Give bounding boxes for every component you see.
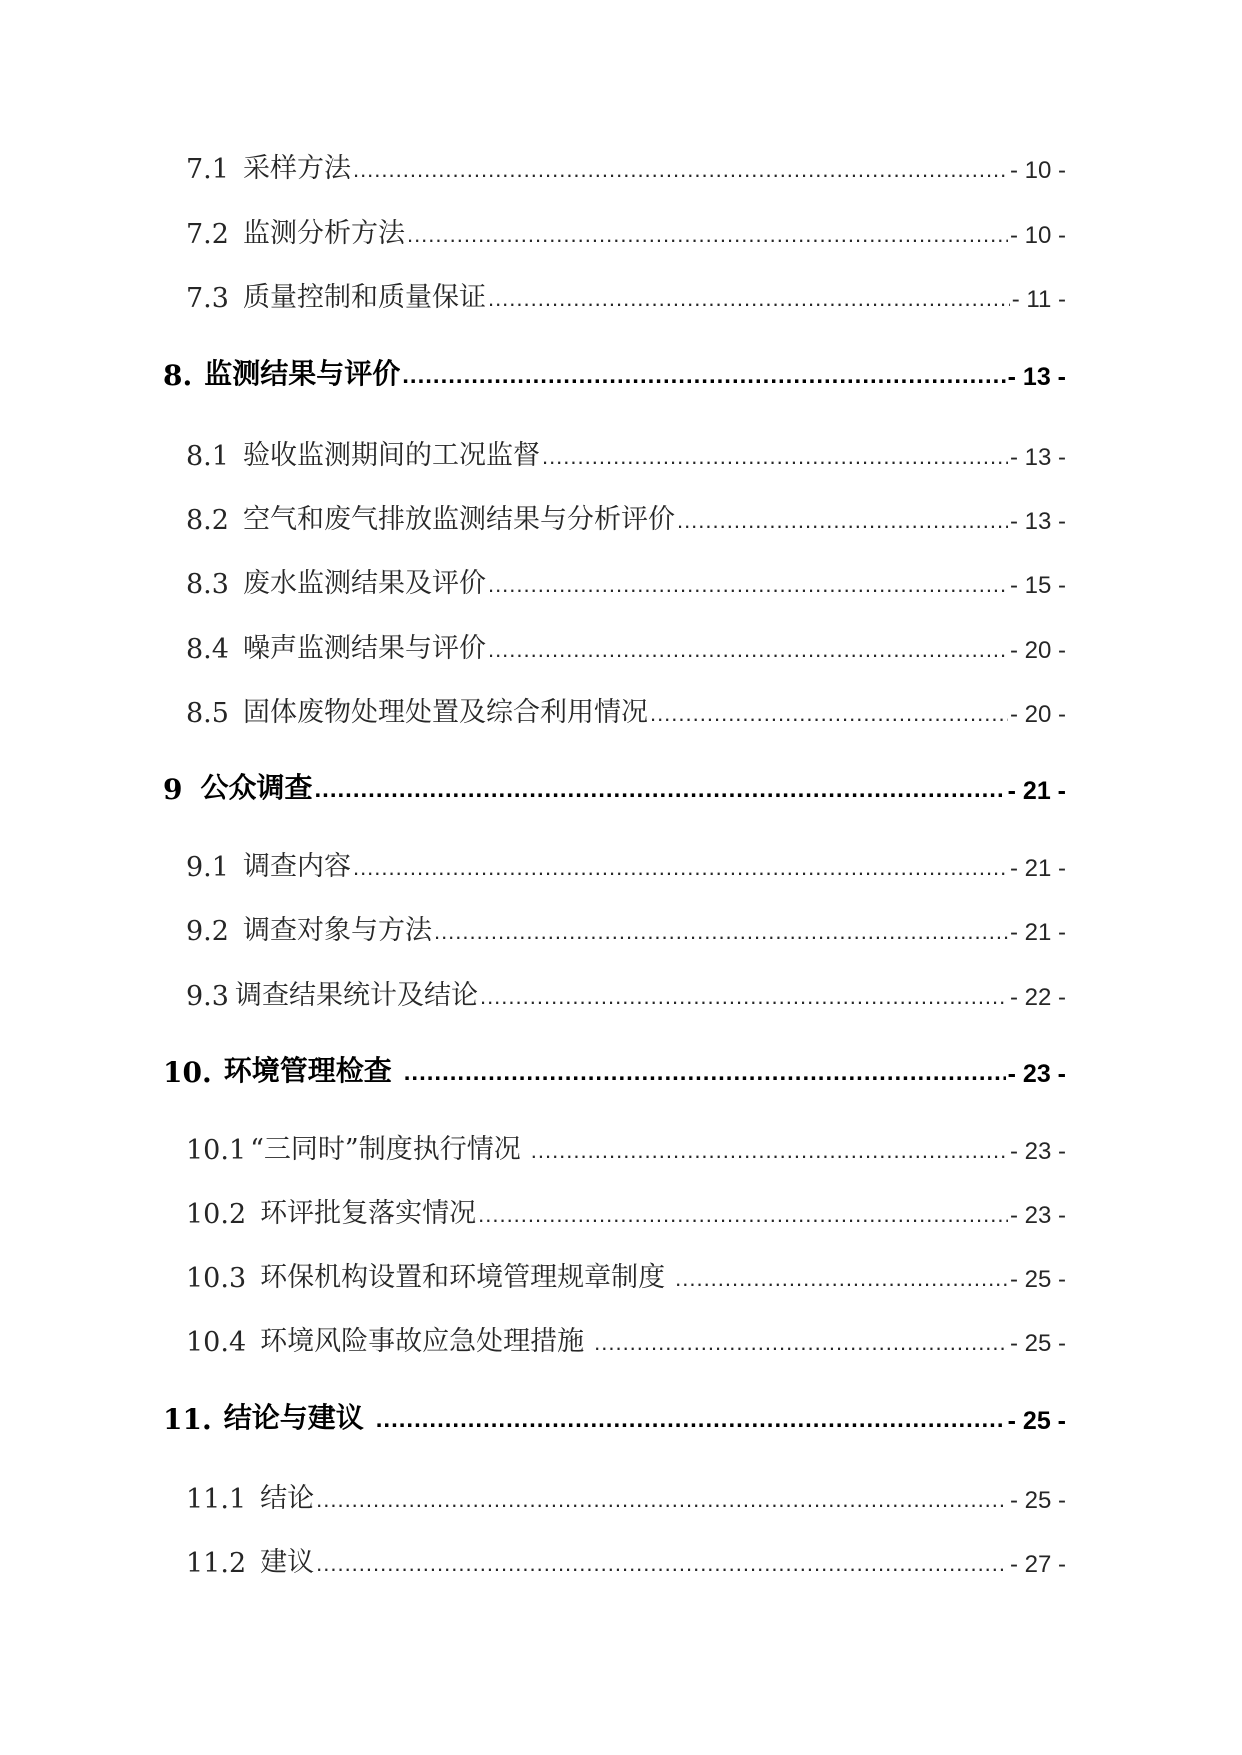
toc-dot-leader: [650, 703, 1008, 729]
toc-entry-9[interactable]: [163, 766, 1066, 806]
toc-entry-10-4[interactable]: [186, 1318, 1066, 1358]
toc-entry-title: 调查对象与方法: [242, 915, 432, 946]
toc-entry-number: 9.2: [186, 916, 229, 947]
toc-dot-leader: [677, 510, 1008, 536]
toc-entry-number: 10.: [163, 1056, 212, 1089]
toc-entry-page: - 20 -: [1009, 637, 1066, 664]
toc-entry-11-1[interactable]: [186, 1475, 1066, 1515]
toc-dot-leader: [353, 857, 1008, 883]
toc-entry-number: 8.2: [186, 505, 229, 536]
toc-entry-page: - 22 -: [1009, 984, 1066, 1011]
toc-entry-title: 噪声监测结果与评价: [242, 633, 486, 664]
toc-entry-number: 10.3: [186, 1263, 247, 1294]
toc-entry-number: 9.3: [186, 981, 229, 1012]
toc-dot-leader: [488, 288, 1010, 314]
toc-entry-page: - 21 -: [1009, 919, 1066, 946]
toc-entry-9-3[interactable]: [186, 972, 1066, 1012]
toc-entry-7-2[interactable]: [186, 210, 1066, 250]
toc-dot-leader: [407, 224, 1008, 250]
toc-entry-title: “三同时”制度执行情况: [250, 1134, 521, 1165]
toc-entry-page: - 25 -: [1009, 1330, 1066, 1357]
toc-entry-7-3[interactable]: [186, 274, 1066, 314]
toc-dot-leader: [316, 1553, 1008, 1579]
toc-entry-title: 验收监测期间的工况监督: [242, 440, 540, 471]
toc-entry-page: - 23 -: [1007, 1060, 1066, 1088]
toc-entry-page: - 13 -: [1009, 444, 1066, 471]
toc-entry-page: - 11 -: [1011, 286, 1066, 313]
toc-dot-leader: [404, 1061, 1006, 1089]
toc-entry-10-3[interactable]: [186, 1254, 1066, 1294]
toc-entry-page: - 10 -: [1009, 157, 1066, 184]
toc-entry-title: 采样方法: [242, 153, 351, 184]
toc-entry-number: 9.1: [186, 852, 229, 883]
toc-dot-leader: [353, 159, 1008, 185]
toc-entry-title: 环评批复落实情况: [260, 1198, 477, 1229]
toc-entry-title: 公众调查: [200, 771, 313, 804]
toc-entry-number: 11.2: [186, 1548, 247, 1579]
toc-entry-page: - 21 -: [1007, 777, 1066, 805]
toc-entry-page: - 25 -: [1009, 1266, 1066, 1293]
toc-entry-title: 监测结果与评价: [204, 357, 401, 390]
toc-entry-title: 固体废物处理处置及综合利用情况: [242, 697, 648, 728]
toc-entry-10-2[interactable]: [186, 1190, 1066, 1230]
toc-entry-number: 8.3: [186, 569, 229, 600]
toc-dot-leader: [316, 1489, 1008, 1515]
toc-dot-leader: [531, 1140, 1008, 1166]
toc-dot-leader: [402, 364, 1005, 392]
toc-entry-10-1[interactable]: [186, 1126, 1066, 1166]
toc-entry-title: 监测分析方法: [242, 218, 405, 249]
toc-entry-page: - 21 -: [1009, 855, 1066, 882]
toc-entry-page: - 27 -: [1009, 1551, 1066, 1578]
toc-entry-number: 8.1: [186, 441, 229, 472]
toc-entry-number: 7.3: [186, 283, 229, 314]
toc-entry-title: 废水监测结果及评价: [242, 568, 486, 599]
toc-dot-leader: [488, 639, 1008, 665]
toc-entry-page: - 23 -: [1009, 1138, 1066, 1165]
toc-entry-number: 8.5: [186, 698, 229, 729]
toc-entry-page: - 23 -: [1009, 1202, 1066, 1229]
toc-entry-10[interactable]: [163, 1049, 1066, 1089]
toc-entry-number: 8.4: [186, 634, 229, 665]
toc-entry-page: - 25 -: [1009, 1487, 1066, 1514]
toc-entry-number: 10.4: [186, 1327, 247, 1358]
toc-dot-leader: [315, 778, 1006, 806]
toc-entry-number: 7.1: [186, 154, 229, 185]
toc-entry-number: 9: [163, 773, 183, 806]
toc-entry-9-2[interactable]: [186, 907, 1066, 947]
toc-entry-number: 10.1: [186, 1135, 247, 1166]
toc-entry-7-1[interactable]: [186, 145, 1066, 185]
toc-entry-number: 11.1: [186, 1484, 247, 1515]
toc-entry-page: - 20 -: [1009, 701, 1066, 728]
toc-entry-number: 8.: [163, 359, 193, 392]
toc-entry-page: - 13 -: [1007, 363, 1066, 391]
toc-entry-page: - 25 -: [1007, 1407, 1066, 1435]
toc-entry-8-1[interactable]: [186, 432, 1066, 472]
toc-entry-11[interactable]: [163, 1396, 1066, 1436]
toc-dot-leader: [675, 1268, 1008, 1294]
toc-dot-leader: [434, 921, 1008, 947]
toc-entry-title: 环境风险事故应急处理措施: [260, 1326, 585, 1357]
toc-entry-8-2[interactable]: [186, 496, 1066, 536]
toc-entry-title: 空气和废气排放监测结果与分析评价: [242, 504, 675, 535]
toc-entry-number: 10.2: [186, 1199, 247, 1230]
toc-dot-leader: [594, 1332, 1008, 1358]
toc-entry-8-4[interactable]: [186, 625, 1066, 665]
toc-entry-8-5[interactable]: [186, 689, 1066, 729]
toc-entry-title: 调查内容: [242, 851, 351, 882]
toc-entry-page: - 10 -: [1009, 222, 1066, 249]
toc-dot-leader: [376, 1408, 1006, 1436]
toc-entry-11-2[interactable]: [186, 1539, 1066, 1579]
toc-entry-page: - 13 -: [1009, 508, 1066, 535]
toc-entry-8-3[interactable]: [186, 560, 1066, 600]
toc-entry-title: 环保机构设置和环境管理规章制度: [260, 1262, 666, 1293]
toc-entry-title: 调查结果统计及结论: [234, 980, 478, 1011]
toc-entry-8[interactable]: [163, 352, 1066, 392]
toc-entry-page: - 15 -: [1009, 572, 1066, 599]
toc-entry-title: 环境管理检查: [223, 1054, 392, 1087]
toc-entry-title: 结论: [260, 1483, 315, 1514]
toc-entry-9-1[interactable]: [186, 843, 1066, 883]
toc-entry-title: 质量控制和质量保证: [242, 282, 486, 313]
toc-entry-title: 建议: [260, 1547, 315, 1578]
toc-dot-leader: [478, 1204, 1008, 1230]
toc-dot-leader: [488, 574, 1008, 600]
toc-entry-number: 7.2: [186, 219, 229, 250]
toc-dot-leader: [480, 986, 1008, 1012]
toc-entry-title: 结论与建议: [223, 1401, 364, 1434]
toc-entry-number: 11.: [163, 1403, 212, 1436]
toc-dot-leader: [542, 446, 1008, 472]
